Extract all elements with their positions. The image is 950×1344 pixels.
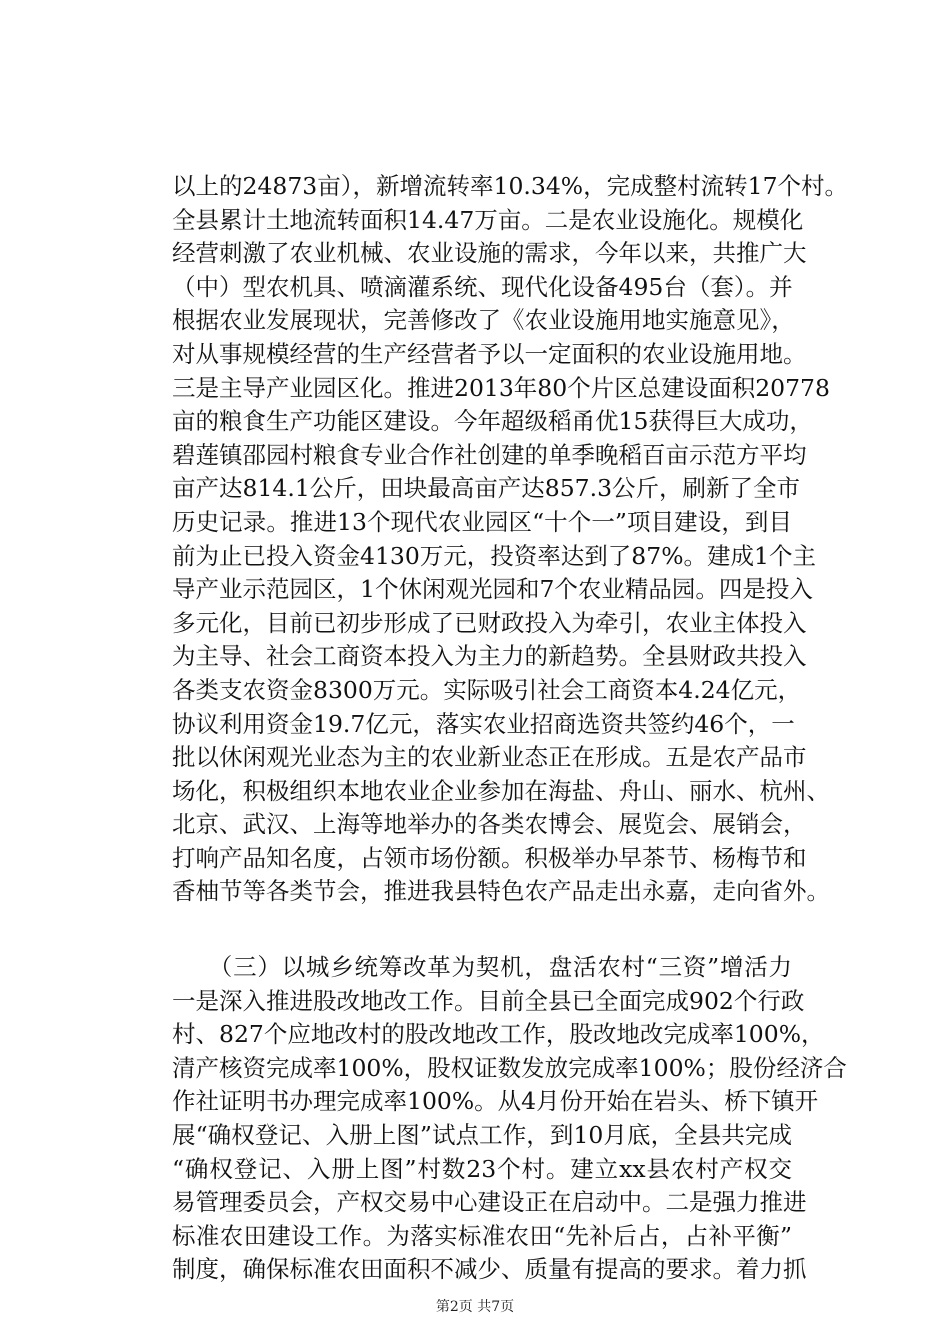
text-line: 作社证明书办理完成率100%。从4月份开始在岩头、桥下镇开	[172, 1087, 819, 1116]
text-line: 制度，确保标准农田面积不减少、质量有提高的要求。着力抓	[172, 1255, 807, 1284]
paragraph-spacer	[172, 909, 792, 951]
text-line: 易管理委员会，产权交易中心建设正在启动中。二是强力推进	[172, 1188, 807, 1217]
text-line: 展“确权登记、入册上图”试点工作，到10月底，全县共完成	[172, 1121, 792, 1150]
text-line: 全县累计土地流转面积14.47万亩。二是农业设施化。规模化	[172, 205, 804, 234]
text-line: 为主导、社会工商资本投入为主力的新趋势。全县财政共投入	[172, 642, 807, 671]
text-line: 以上的24873亩），新增流转率10.34%，完成整村流转17个村。	[172, 172, 849, 200]
text-line: 香柚节等各类节会，推进我县特色农产品走出永嘉，走向省外。	[172, 877, 830, 906]
text-line: 一是深入推进股改地改工作。目前全县已全面完成902个行政	[172, 986, 805, 1015]
text-line: 碧莲镇邵园村粮食专业合作社创建的单季晚稻百亩示范方平均	[172, 440, 807, 469]
page-footer	[0, 1296, 950, 1316]
text-line: “确权登记、入册上图”村数23个村。建立xx县农村产权交	[172, 1154, 792, 1183]
paragraph-1	[172, 170, 849, 909]
text-line: 根据农业发展现状，完善修改了《农业设施用地实施意见》，	[172, 306, 795, 335]
text-line: 历史记录。推进13个现代农业园区“十个一”项目建设，到目	[172, 507, 792, 536]
text-line: 清产核资完成率100%，股权证数发放完成率100%；股份经济合	[172, 1053, 847, 1082]
text-line: （中）型农机具、喷滴灌系统、现代化设备495台（套）。并	[172, 272, 793, 301]
text-line: 亩的粮食生产功能区建设。今年超级稻甬优15获得巨大成功，	[172, 407, 813, 436]
page-number: 第2页 共7页	[435, 1299, 515, 1315]
text-line: 协议利用资金19.7亿元，落实农业招商选资共签约46个，一	[172, 709, 795, 738]
text-line: 场化，积极组织本地农业企业参加在海盐、舟山、丽水、杭州、	[172, 776, 830, 805]
text-line: 经营刺激了农业机械、农业设施的需求，今年以来，共推广大	[172, 239, 807, 268]
text-line: 亩产达814.1公斤，田块最高亩产达857.3公斤，刷新了全市	[172, 474, 801, 503]
paragraph-2	[172, 951, 847, 1287]
text-line: 各类支农资金8300万元。实际吸引社会工商资本4.24亿元，	[172, 675, 802, 704]
text-line: 打响产品知名度，占领市场份额。积极举办早茶节、杨梅节和	[172, 843, 807, 872]
text-line: 对从事规模经营的生产经营者予以一定面积的农业设施用地。	[172, 339, 807, 368]
text-line: 批以休闲观光业态为主的农业新业态正在形成。五是农产品市	[172, 743, 807, 772]
text-line: 导产业示范园区，1个休闲观光园和7个农业精品园。四是投入	[172, 575, 813, 604]
text-line: 村、827个应地改村的股改地改工作，股改地改完成率100%，	[172, 1020, 825, 1049]
text-line: 多元化，目前已初步形成了已财政投入为牵引，农业主体投入	[172, 608, 807, 637]
text-line: 北京、武汉、上海等地举办的各类农博会、展览会、展销会，	[172, 810, 807, 839]
text-line: 三是主导产业园区化。推进2013年80个片区总建设面积20778	[172, 373, 830, 402]
section-heading-line: （三）以城乡统筹改革为契机，盘活农村“三资”增活力	[172, 953, 792, 982]
text-line: 标准农田建设工作。为落实标准农田“先补后占，占补平衡”	[172, 1221, 792, 1250]
text-line: 前为止已投入资金4130万元，投资率达到了87%。建成1个主	[172, 541, 816, 570]
document-body	[172, 170, 849, 1287]
